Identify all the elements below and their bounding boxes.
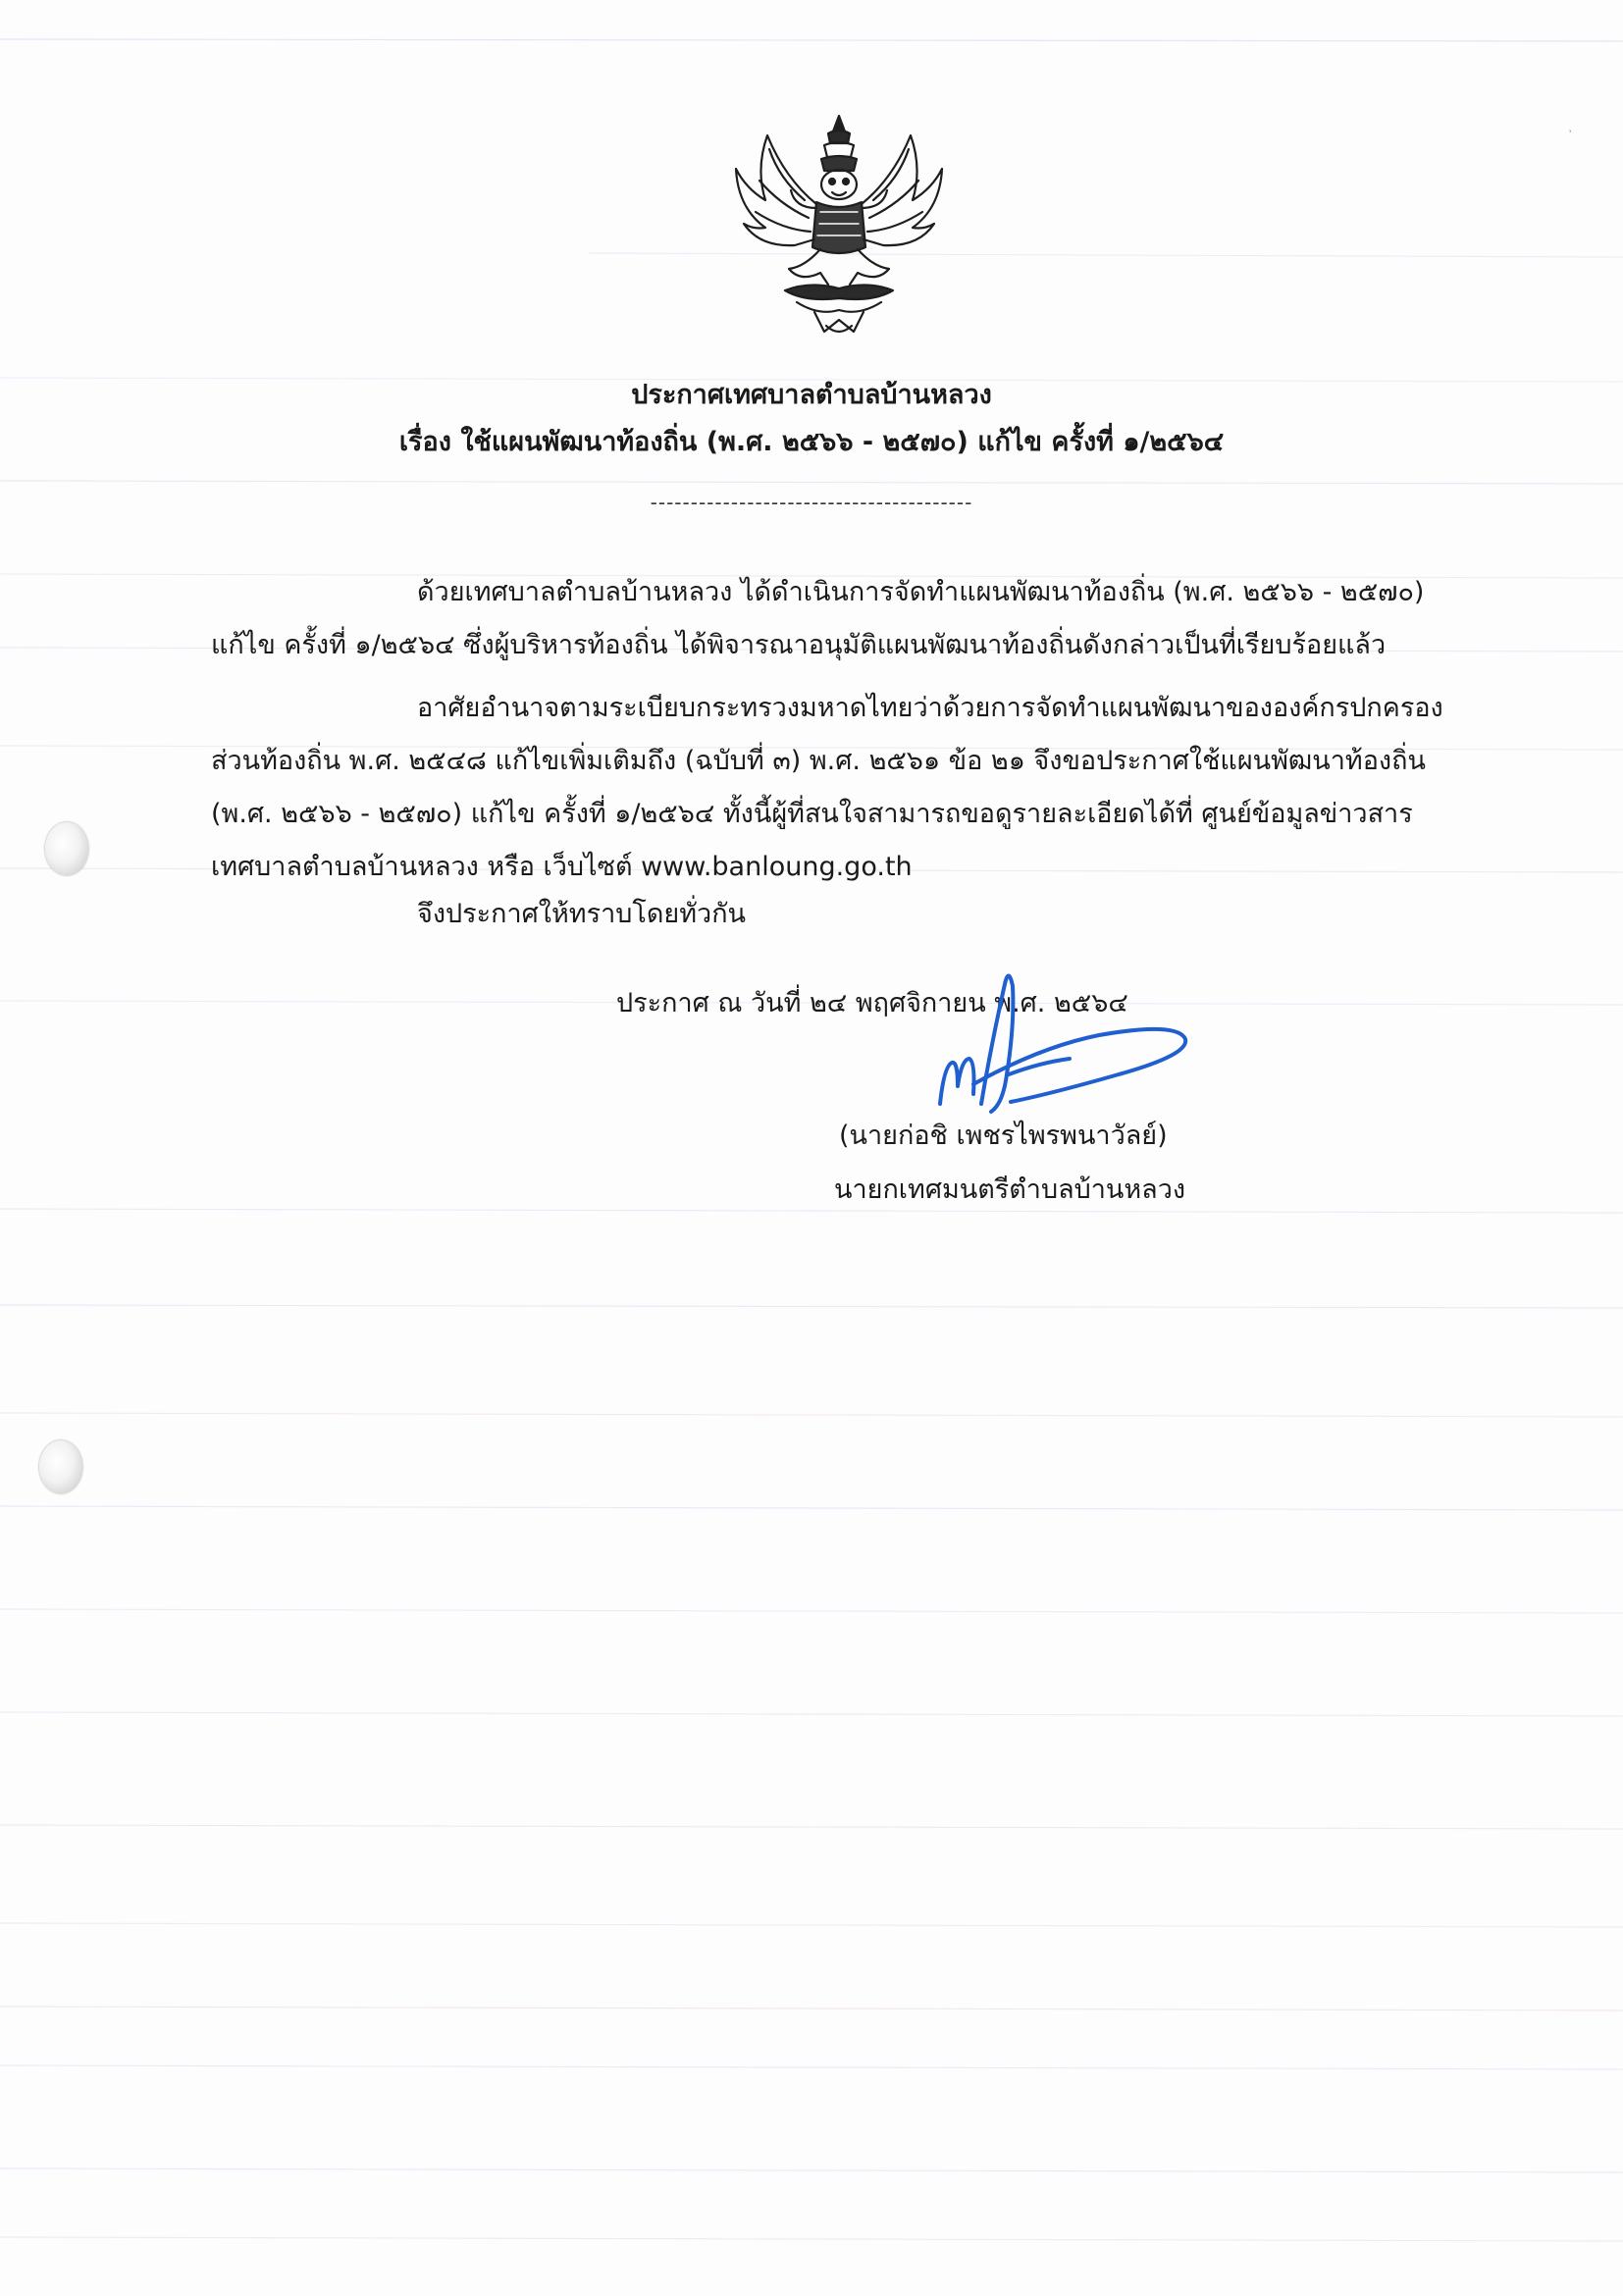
paragraph-2-line: เทศบาลตำบลบ้านหลวง หรือ เว็บไซต์ www.banloung.go.th: [211, 852, 913, 882]
paragraph-3: [211, 888, 1477, 941]
paragraph-1-line: แก้ไข ครั้งที่ ๑/๒๕๖๔ ซึ่งผู้บริหารท้องถิ่น ได้พิจารณาอนุมัติแผนพัฒนาท้องถิ่นดังกล่าวเป็นที่เรียบร้อยแล้ว: [211, 630, 1387, 660]
signer-title: นายกเทศมนตรีตำบลบ้านหลวง: [834, 1174, 1186, 1205]
paragraph-2-line: ส่วนท้องถิ่น พ.ศ. ๒๕๔๘ แก้ไขเพิ่มเติมถึง (ฉบับที่ ๓) พ.ศ. ๒๕๖๑ ข้อ ๒๑ จึงขอประกาศใช้แผนพัฒนาท้องถิ่น: [211, 746, 1426, 776]
paragraph-2-line: (พ.ศ. ๒๕๖๖ - ๒๕๗๐) แก้ไข ครั้งที่ ๑/๒๕๖๔ ทั้งนี้ผู้ที่สนใจสามารถขอดูรายละเอียดได้ที่ ศูนย์ข้อมูลข่าวสาร: [211, 799, 1413, 829]
paragraph-1: [211, 566, 1477, 672]
signature-icon: [922, 957, 1217, 1133]
scan-mark: ⸒: [1568, 118, 1573, 133]
announcement-date: ประกาศ ณ วันที่ ๒๔ พฤศจิกายน พ.ศ. ๒๕๖๔: [616, 988, 1128, 1018]
paragraph-1-line: ด้วยเทศบาลตำบลบ้านหลวง ได้ดำเนินการจัดทำแผนพัฒนาท้องถิ่น (พ.ศ. ๒๕๖๖ - ๒๕๗๐): [417, 577, 1425, 607]
punch-hole-icon: [39, 1440, 82, 1493]
closing-statement: จึงประกาศให้ทราบโดยทั่วกัน: [417, 899, 746, 929]
punch-hole-icon: [45, 822, 88, 875]
garuda-emblem-icon: [726, 110, 952, 338]
signer-name: (นายก่อชิ เพชรไพรพนาวัลย์): [839, 1121, 1168, 1151]
announcement-subject: เรื่อง ใช้แผนพัฒนาท้องถิ่น (พ.ศ. ๒๕๖๖ - ๒๕๗๐) แก้ไข ครั้งที่ ๑/๒๕๖๔: [398, 427, 1225, 457]
paragraph-2: [211, 682, 1477, 894]
title-divider: ----------------------------------------: [650, 491, 973, 514]
announcement-heading: ประกาศเทศบาลตำบลบ้านหลวง: [631, 380, 992, 410]
paragraph-2-line: อาศัยอำนาจตามระเบียบกระทรวงมหาดไทยว่าด้วยการจัดทำแผนพัฒนาขององค์กรปกครอง: [417, 693, 1443, 723]
